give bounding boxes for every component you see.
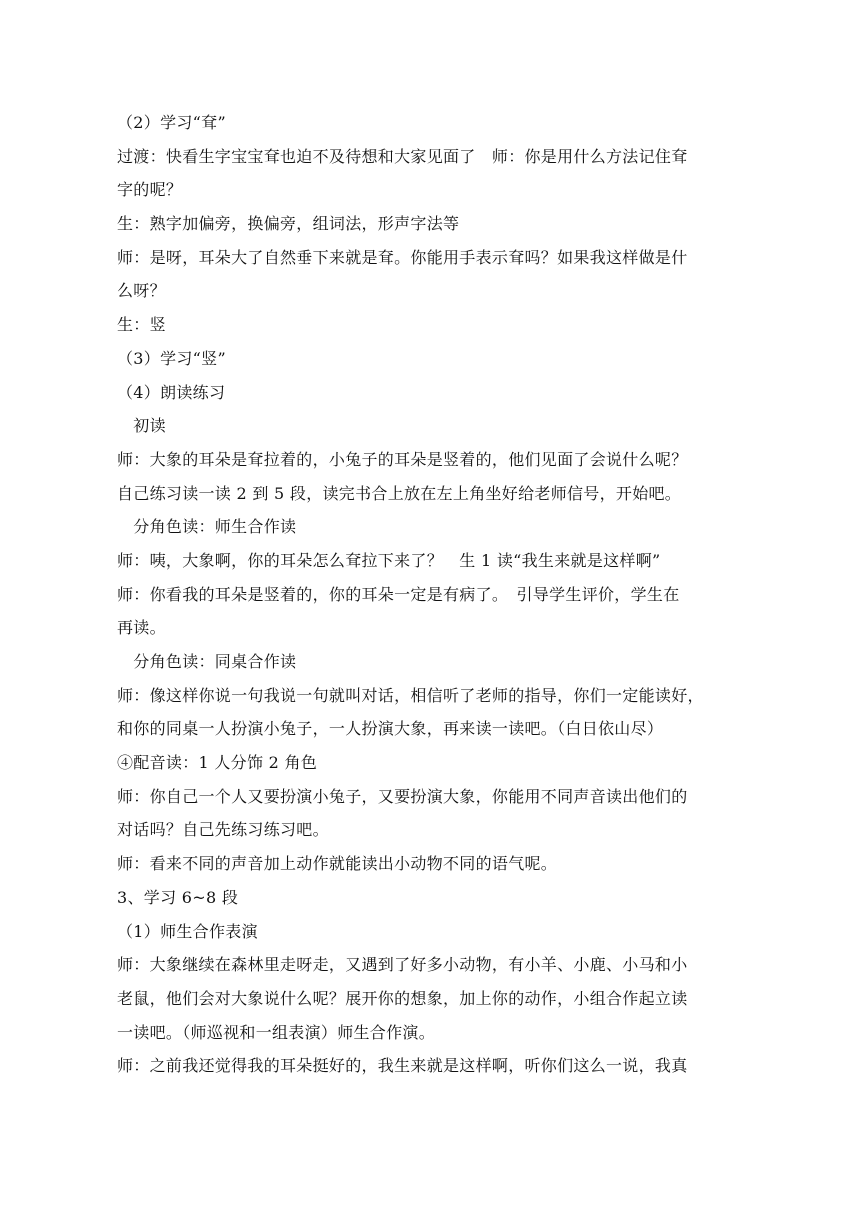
- text-line: 自己练习读一读 2 到 5 段，读完书合上放在左上角坐好给老师信号，开始吧。: [117, 483, 682, 503]
- text-line: 字的呢？: [117, 180, 183, 200]
- text-line: 老鼠，他们会对大象说什么呢？展开你的想象，加上你的动作，小组合作起立读: [117, 988, 688, 1008]
- document-body: [117, 106, 735, 1083]
- text-line: 3、学习 6~8 段: [117, 887, 239, 907]
- text-line: 么呀？: [117, 281, 166, 301]
- text-line: （3）学习“竖”: [117, 348, 226, 368]
- text-line: 分角色读：师生合作读: [117, 517, 297, 537]
- text-line: 生：熟字加偏旁，换偏旁，组词法，形声字法等: [117, 214, 460, 234]
- text-line: 再读。: [117, 618, 166, 638]
- text-line: 过渡：快看生字宝宝耷也迫不及待想和大家见面了 师：你是用什么方法记住耷: [117, 146, 688, 166]
- text-line: 师：你看我的耳朵是竖着的，你的耳朵一定是有病了。 引导学生评价，学生在: [117, 584, 680, 604]
- text-line: 师：大象的耳朵是耷拉着的，小兔子的耳朵是竖着的，他们见面了会说什么呢？: [117, 449, 688, 469]
- text-line: 一读吧。（师巡视和一组表演）师生合作演。: [117, 1022, 436, 1042]
- text-line: 师：咦，大象啊，你的耳朵怎么耷拉下来了？ 生 1 读“我生来就是这样啊”: [117, 550, 661, 570]
- text-line: 师：像这样你说一句我说一句就叫对话，相信听了老师的指导，你们一定能读好，: [117, 685, 704, 705]
- text-line: 师：之前我还觉得我的耳朵挺好的，我生来就是这样啊，听你们这么一说，我真: [117, 1056, 688, 1076]
- text-line: 初读: [117, 416, 166, 436]
- text-line: 对话吗？自己先练习练习吧。: [117, 820, 329, 840]
- text-line: 师：看来不同的声音加上动作就能读出小动物不同的语气呢。: [117, 854, 558, 874]
- text-line: 生：竖: [117, 315, 166, 335]
- text-line: （2）学习“耷”: [117, 113, 226, 132]
- text-line: 师：大象继续在森林里走呀走，又遇到了好多小动物，有小羊、小鹿、小马和小: [117, 955, 688, 975]
- text-line: 和你的同桌一人扮演小兔子，一人扮演大象，再来读一读吧。（白日依山尽）: [117, 719, 664, 739]
- text-line: 师：是呀，耳朵大了自然垂下来就是耷。你能用手表示耷吗？如果我这样做是什: [117, 247, 688, 267]
- text-line: （1）师生合作表演: [117, 921, 258, 941]
- text-line: 分角色读：同桌合作读: [117, 652, 297, 671]
- text-line: 师：你自己一个人又要扮演小兔子，又要扮演大象，你能用不同声音读出他们的: [117, 786, 688, 806]
- text-line: ④配音读：1 人分饰 2 角色: [117, 753, 318, 773]
- text-line: （4）朗读练习: [117, 382, 226, 402]
